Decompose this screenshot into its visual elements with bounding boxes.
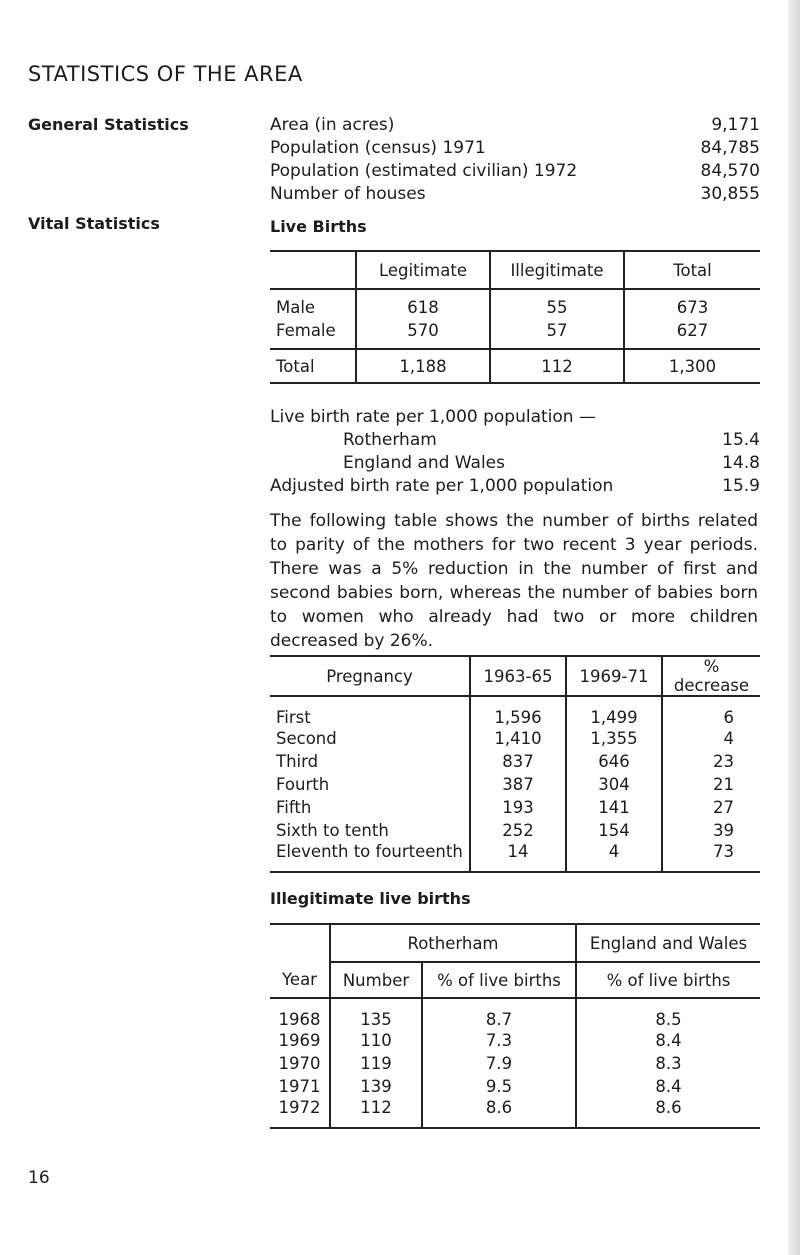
table-cell: 570 [356,317,490,349]
table-cell: 1,300 [624,349,760,383]
live-births-heading: Live Births [270,217,367,236]
column-header-pct-england-wales: % of live births [576,962,760,998]
column-header-year: Year [270,924,330,998]
table-cell: 73 [662,842,760,872]
table-cell: 1971 [278,1077,321,1096]
gs-value-houses: 30,855 [700,184,760,204]
table-row [270,750,760,773]
table-cell: 1,188 [356,349,490,383]
table-cell: 112 [330,1098,422,1128]
table-cell: 7.9 [422,1052,576,1075]
table-total-row [270,349,760,383]
table-cell: 837 [470,750,566,773]
table-cell: 139 [330,1075,422,1098]
table-row [270,317,760,349]
table-header-row [270,656,760,696]
table-row [270,796,760,819]
table-cell: 618 [356,289,490,317]
column-header: Total [624,251,760,289]
table-cell: 23 [662,750,760,773]
table-row [270,998,760,1029]
table-cell: 1969 [278,1031,321,1050]
table-cell: 304 [566,773,662,796]
column-header: Pregnancy [326,666,413,686]
table-cell: 8.3 [576,1052,760,1075]
table-cell: 8.6 [422,1098,576,1128]
live-births-table [270,250,760,384]
table-cell: 4 [566,842,662,872]
gs-label-area: Area (in acres) [270,115,395,135]
table-row [270,842,760,872]
table-cell: 112 [490,349,624,383]
table-cell: 1,499 [566,696,662,727]
gs-label-census: Population (census) 1971 [270,138,486,158]
table-cell: Fifth [276,798,312,817]
column-header: Legitimate [356,251,490,289]
table-row [270,1098,760,1128]
table-cell: Eleventh to fourteenth [276,842,463,861]
table-cell: 646 [566,750,662,773]
table-cell: 1,596 [470,696,566,727]
table-cell: 1968 [278,1010,321,1029]
table-cell: 154 [566,819,662,842]
gs-value-census: 84,785 [700,138,760,158]
rate-value-england-wales: 14.8 [722,453,760,473]
table-row [270,819,760,842]
table-cell: 673 [624,289,760,317]
column-header: Illegitimate [490,251,624,289]
illegitimate-table [270,923,760,1129]
column-header-number: Number [330,962,422,998]
table-cell: 252 [470,819,566,842]
column-header-pct-rotherham: % of live births [422,962,576,998]
rate-label-england-wales: England and Wales [343,453,505,473]
page-number: 16 [28,1168,50,1188]
adjusted-rate-label: Adjusted birth rate per 1,000 population [270,476,614,496]
page-title: STATISTICS OF THE AREA [28,62,303,86]
adjusted-rate-value: 15.9 [722,476,760,496]
table-cell: 627 [624,317,760,349]
column-header [270,251,356,289]
table-cell: 8.4 [576,1029,760,1052]
table-cell: 8.6 [576,1098,760,1128]
table-cell: Second [276,729,337,748]
table-cell: 8.5 [576,998,760,1029]
table-cell: 1,410 [470,727,566,750]
table-cell: 8.4 [576,1075,760,1098]
table-cell: 141 [566,796,662,819]
table-row [270,1075,760,1098]
table-cell: Fourth [276,775,330,794]
table-cell: 1970 [278,1054,321,1073]
table-cell: First [276,708,311,727]
table-row [270,696,760,727]
table-cell: 57 [490,317,624,349]
table-cell: 8.7 [422,998,576,1029]
gs-value-area: 9,171 [711,115,760,135]
table-cell: 193 [470,796,566,819]
table-cell: 135 [330,998,422,1029]
table-header-row [270,962,760,998]
table-cell: 27 [662,796,760,819]
table-group-header-row [270,924,760,962]
column-header: 1969-71 [566,656,662,696]
table-row [270,289,760,317]
table-cell: Female [276,321,336,340]
rates-intro: Live birth rate per 1,000 population — [270,407,596,427]
table-cell: 55 [490,289,624,317]
table-cell: 9.5 [422,1075,576,1098]
table-header-row [270,251,760,289]
table-row [270,773,760,796]
general-statistics-heading: General Statistics [28,115,189,134]
table-cell: 1972 [278,1098,321,1117]
table-cell: 4 [662,727,760,750]
table-cell: 21 [662,773,760,796]
table-cell: Sixth to tenth [276,821,389,840]
table-cell: Total [276,356,315,376]
illegitimate-heading: Illegitimate live births [270,889,471,908]
table-cell: Male [276,298,316,317]
column-group-rotherham: Rotherham [330,924,576,962]
column-header: 1963-65 [470,656,566,696]
table-row [270,1052,760,1075]
table-cell: 39 [662,819,760,842]
parity-paragraph: The following table shows the number of births related to parity of the mothers for two recent 3 year periods. There was a 5% reduction in the number of first and second babies born, whereas the number of babies born to women who already had two or more children decreased by 26%. [270,511,758,651]
column-group-england-wales: England and Wales [576,924,760,962]
rate-label-rotherham: Rotherham [343,430,437,450]
table-cell: 14 [470,842,566,872]
table-cell: 387 [470,773,566,796]
table-row [270,727,760,750]
table-cell: 119 [330,1052,422,1075]
table-cell: 110 [330,1029,422,1052]
table-row [270,1029,760,1052]
gs-label-estimated: Population (estimated civilian) 1972 [270,161,578,181]
page-edge-shadow [788,0,800,1255]
table-cell: 1,355 [566,727,662,750]
table-cell: 7.3 [422,1029,576,1052]
gs-label-houses: Number of houses [270,184,426,204]
vital-statistics-heading: Vital Statistics [28,214,160,233]
gs-value-estimated: 84,570 [700,161,760,181]
rate-value-rotherham: 15.4 [722,430,760,450]
parity-table [270,655,760,873]
column-header: % decrease [662,656,760,696]
table-cell: Third [276,752,319,771]
table-cell: 6 [662,696,760,727]
